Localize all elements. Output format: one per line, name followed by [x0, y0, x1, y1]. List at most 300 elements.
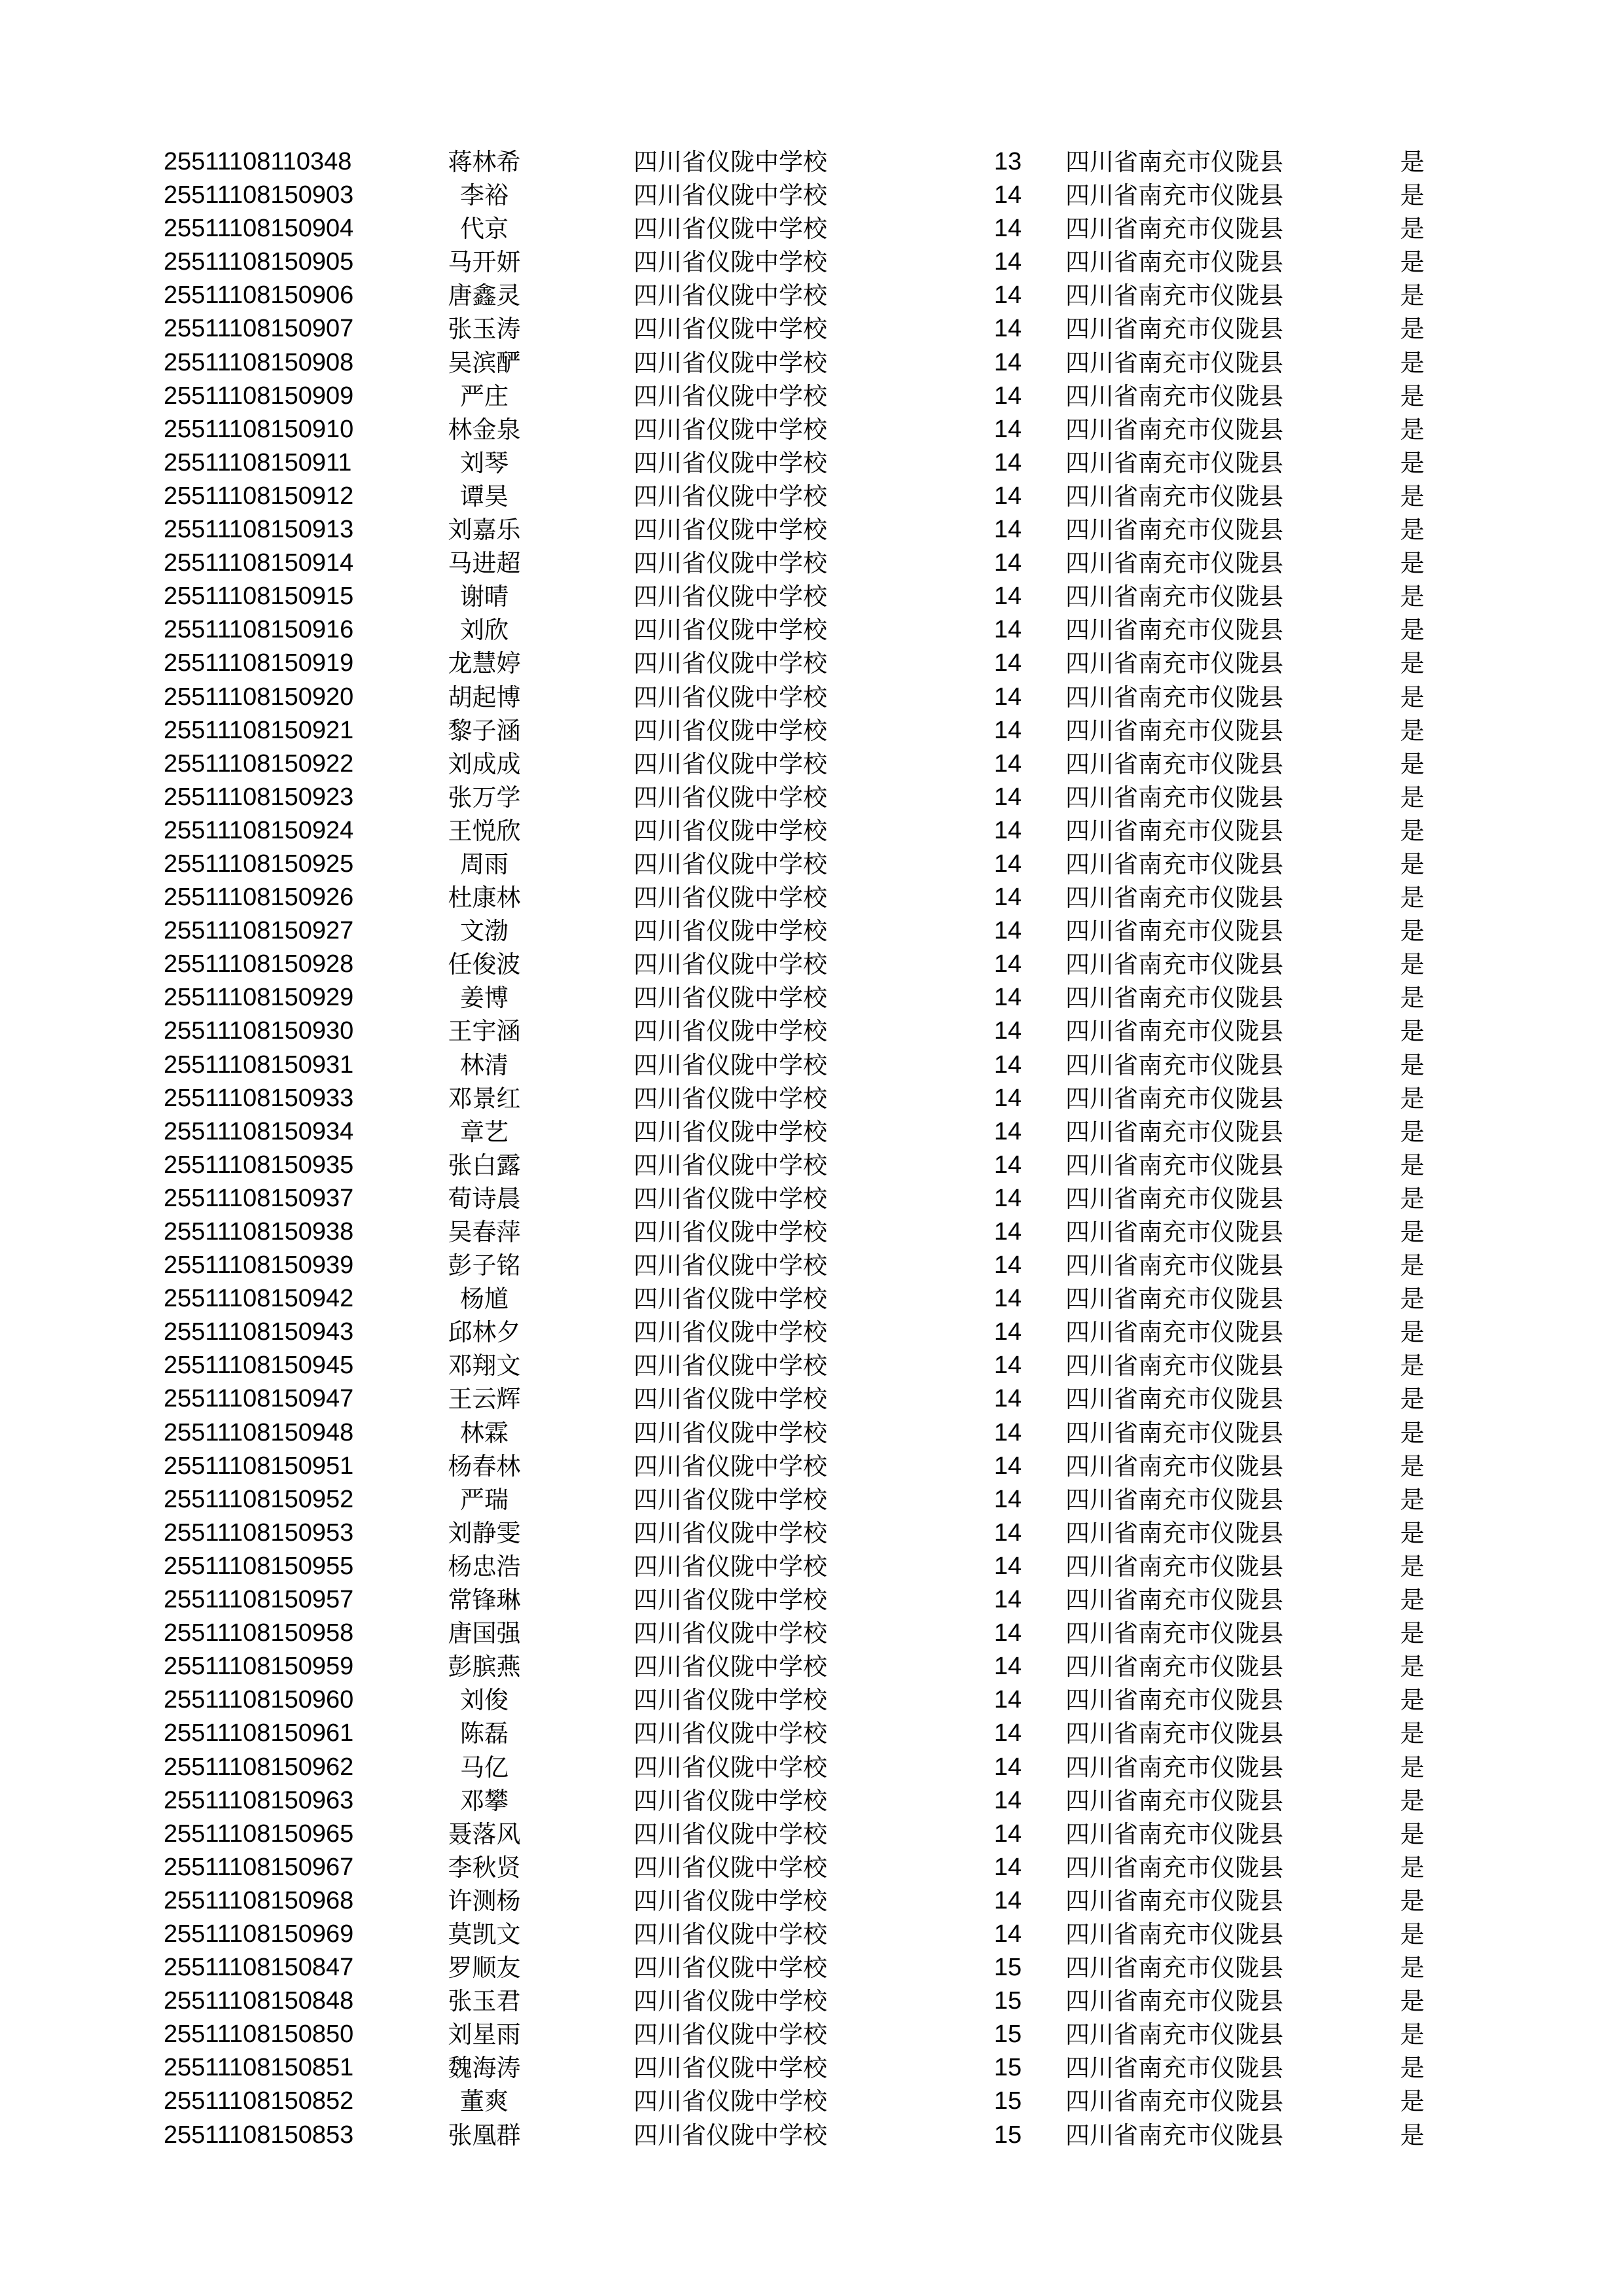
student-name-cell: 代京: [460, 215, 508, 243]
student-name-cell: 文渤: [460, 917, 508, 946]
number-cell: 14: [993, 348, 1022, 376]
flag-cell: 是: [1400, 1017, 1425, 1046]
flag-cell: 是: [1400, 1987, 1425, 2016]
student-name-cell: 章艺: [460, 1117, 508, 1146]
number-cell: 14: [993, 1719, 1022, 1748]
flag-cell: 是: [1400, 315, 1425, 344]
school-cell: 四川省仪陇中学校: [633, 1820, 827, 1848]
region-cell: 四川省南充市仪陇县: [1065, 549, 1283, 578]
flag-cell: 是: [1400, 1518, 1425, 1547]
student-name-cell: 张玉君: [448, 1987, 521, 2016]
school-cell: 四川省仪陇中学校: [633, 1352, 827, 1380]
student-name-cell: 刘嘉乐: [448, 516, 521, 545]
number-cell: 14: [993, 1285, 1022, 1313]
number-cell: 14: [993, 1653, 1022, 1681]
number-cell: 14: [993, 1151, 1022, 1179]
region-cell: 四川省南充市仪陇县: [1065, 1418, 1283, 1447]
region-cell: 四川省南充市仪陇县: [1065, 1619, 1283, 1648]
number-cell: 14: [993, 549, 1022, 577]
flag-cell: 是: [1400, 1920, 1425, 1948]
number-cell: 14: [993, 950, 1022, 978]
table-row: [164, 1918, 1446, 1951]
flag-cell: 是: [1400, 382, 1425, 410]
table-row: [164, 714, 1446, 747]
school-cell: 四川省仪陇中学校: [633, 482, 827, 511]
table-row: [164, 1282, 1446, 1316]
table-row: [164, 647, 1446, 680]
student-name-cell: 彭膑燕: [448, 1653, 521, 1681]
school-cell: 四川省仪陇中学校: [633, 1285, 827, 1314]
table-row: [164, 1884, 1446, 1918]
exam-id-cell: 25511108150942: [164, 1285, 354, 1313]
student-name-cell: 张万学: [448, 783, 521, 812]
table-row: [164, 1851, 1446, 1884]
flag-cell: 是: [1400, 2054, 1425, 2083]
flag-cell: 是: [1400, 2020, 1425, 2049]
student-name-cell: 唐国强: [448, 1619, 521, 1648]
table-row: [164, 346, 1446, 380]
number-cell: 14: [993, 1218, 1022, 1246]
number-cell: 14: [993, 616, 1022, 644]
school-cell: 四川省仪陇中学校: [633, 1050, 827, 1079]
school-cell: 四川省仪陇中学校: [633, 1084, 827, 1113]
number-cell: 14: [993, 1853, 1022, 1881]
exam-id-cell: 25511108150926: [164, 884, 354, 912]
exam-id-cell: 25511108150967: [164, 1853, 354, 1881]
flag-cell: 是: [1400, 716, 1425, 745]
region-cell: 四川省南充市仪陇县: [1065, 1017, 1283, 1046]
exam-id-cell: 25511108150910: [164, 415, 354, 443]
exam-id-cell: 25511108150958: [164, 1619, 354, 1647]
table-row: [164, 1416, 1446, 1450]
table-row: [164, 1984, 1446, 2018]
number-cell: 14: [993, 1251, 1022, 1280]
flag-cell: 是: [1400, 850, 1425, 878]
flag-cell: 是: [1400, 1184, 1425, 1213]
school-cell: 四川省仪陇中学校: [633, 1518, 827, 1547]
table-row: [164, 1617, 1446, 1650]
student-name-cell: 林金泉: [448, 415, 521, 444]
exam-id-cell: 25511108150908: [164, 348, 354, 376]
exam-id-cell: 25511108150935: [164, 1151, 354, 1179]
school-cell: 四川省仪陇中学校: [633, 1385, 827, 1414]
flag-cell: 是: [1400, 1418, 1425, 1447]
flag-cell: 是: [1400, 1753, 1425, 1782]
table-row: [164, 1215, 1446, 1249]
region-cell: 四川省南充市仪陇县: [1065, 1820, 1283, 1848]
exam-id-cell: 25511108150934: [164, 1117, 354, 1145]
table-row: [164, 1249, 1446, 1282]
school-cell: 四川省仪陇中学校: [633, 1418, 827, 1447]
table-row: [164, 613, 1446, 647]
student-name-cell: 张白露: [448, 1151, 521, 1179]
number-cell: 14: [993, 1586, 1022, 1614]
number-cell: 14: [993, 884, 1022, 912]
school-cell: 四川省仪陇中学校: [633, 816, 827, 845]
student-name-cell: 李秋贤: [448, 1853, 521, 1882]
school-cell: 四川省仪陇中学校: [633, 1753, 827, 1782]
flag-cell: 是: [1400, 248, 1425, 277]
student-name-cell: 彭子铭: [448, 1251, 521, 1280]
region-cell: 四川省南充市仪陇县: [1065, 1485, 1283, 1514]
table-row: [164, 1014, 1446, 1048]
number-cell: 14: [993, 482, 1022, 510]
table-row: [164, 1751, 1446, 1784]
number-cell: 14: [993, 382, 1022, 410]
table-row: [164, 2018, 1446, 2051]
table-row: [164, 747, 1446, 781]
student-name-cell: 吴滨酽: [448, 348, 521, 377]
exam-id-cell: 25511108150943: [164, 1318, 354, 1346]
table-row: [164, 245, 1446, 279]
school-cell: 四川省仪陇中学校: [633, 1920, 827, 1948]
number-cell: 14: [993, 1452, 1022, 1480]
region-cell: 四川省南充市仪陇县: [1065, 1987, 1283, 2016]
student-name-cell: 张玉涛: [448, 315, 521, 344]
table-row: [164, 480, 1446, 513]
flag-cell: 是: [1400, 2121, 1425, 2149]
exam-id-cell: 25511108150909: [164, 382, 354, 410]
student-name-cell: 刘静雯: [448, 1518, 521, 1547]
flag-cell: 是: [1400, 1786, 1425, 1815]
exam-id-cell: 25511108150959: [164, 1653, 354, 1681]
table-row: [164, 981, 1446, 1014]
number-cell: 14: [993, 448, 1022, 476]
region-cell: 四川省南充市仪陇县: [1065, 683, 1283, 711]
table-row: [164, 279, 1446, 312]
exam-id-cell: 25511108150847: [164, 1954, 354, 1982]
exam-id-cell: 25511108150948: [164, 1418, 354, 1446]
exam-id-cell: 25511108150957: [164, 1586, 354, 1614]
flag-cell: 是: [1400, 1552, 1425, 1581]
school-cell: 四川省仪陇中学校: [633, 1017, 827, 1046]
number-cell: 14: [993, 816, 1022, 844]
student-name-cell: 马亿: [460, 1753, 508, 1782]
school-cell: 四川省仪陇中学校: [633, 1218, 827, 1246]
exam-id-cell: 25511108150951: [164, 1452, 354, 1480]
flag-cell: 是: [1400, 1251, 1425, 1280]
student-name-cell: 杨馗: [460, 1285, 508, 1314]
school-cell: 四川省仪陇中学校: [633, 984, 827, 1013]
region-cell: 四川省南充市仪陇县: [1065, 1886, 1283, 1915]
student-name-cell: 罗顺友: [448, 1954, 521, 1982]
school-cell: 四川省仪陇中学校: [633, 1619, 827, 1648]
region-cell: 四川省南充市仪陇县: [1065, 281, 1283, 310]
number-cell: 14: [993, 649, 1022, 677]
flag-cell: 是: [1400, 2087, 1425, 2116]
region-cell: 四川省南充市仪陇县: [1065, 1552, 1283, 1581]
table-row: [164, 1450, 1446, 1483]
student-name-cell: 邱林夕: [448, 1318, 521, 1347]
region-cell: 四川省南充市仪陇县: [1065, 1117, 1283, 1146]
school-cell: 四川省仪陇中学校: [633, 1719, 827, 1748]
flag-cell: 是: [1400, 1954, 1425, 1982]
flag-cell: 是: [1400, 1820, 1425, 1848]
exam-id-cell: 25511108150939: [164, 1251, 354, 1280]
school-cell: 四川省仪陇中学校: [633, 448, 827, 477]
school-cell: 四川省仪陇中学校: [633, 616, 827, 645]
number-cell: 14: [993, 1820, 1022, 1848]
number-cell: 15: [993, 1954, 1022, 1982]
exam-id-cell: 25511108150928: [164, 950, 354, 978]
school-cell: 四川省仪陇中学校: [633, 2020, 827, 2049]
school-cell: 四川省仪陇中学校: [633, 716, 827, 745]
student-name-cell: 邓攀: [460, 1786, 508, 1815]
flag-cell: 是: [1400, 1084, 1425, 1113]
flag-cell: 是: [1400, 1853, 1425, 1882]
table-row: [164, 179, 1446, 212]
table-row: [164, 1483, 1446, 1516]
number-cell: 14: [993, 917, 1022, 945]
table-row: [164, 914, 1446, 948]
student-name-cell: 杨忠浩: [448, 1552, 521, 1581]
flag-cell: 是: [1400, 884, 1425, 912]
number-cell: 15: [993, 2054, 1022, 2082]
exam-id-cell: 25511108150962: [164, 1753, 354, 1781]
flag-cell: 是: [1400, 482, 1425, 511]
school-cell: 四川省仪陇中学校: [633, 1686, 827, 1715]
school-cell: 四川省仪陇中学校: [633, 1318, 827, 1347]
student-name-cell: 林霖: [460, 1418, 508, 1447]
exam-id-cell: 25511108150938: [164, 1218, 354, 1246]
region-cell: 四川省南充市仪陇县: [1065, 1853, 1283, 1882]
region-cell: 四川省南充市仪陇县: [1065, 1151, 1283, 1179]
school-cell: 四川省仪陇中学校: [633, 850, 827, 878]
student-name-cell: 聂落风: [448, 1820, 521, 1848]
flag-cell: 是: [1400, 148, 1425, 176]
school-cell: 四川省仪陇中学校: [633, 2121, 827, 2149]
region-cell: 四川省南充市仪陇县: [1065, 850, 1283, 878]
school-cell: 四川省仪陇中学校: [633, 348, 827, 377]
exam-id-cell: 25511108150916: [164, 616, 354, 644]
school-cell: 四川省仪陇中学校: [633, 683, 827, 711]
flag-cell: 是: [1400, 549, 1425, 578]
flag-cell: 是: [1400, 950, 1425, 979]
number-cell: 14: [993, 1084, 1022, 1112]
roster-table: [164, 145, 1446, 2152]
exam-id-cell: 25511108150911: [164, 448, 352, 476]
student-name-cell: 刘俊: [460, 1686, 508, 1715]
student-name-cell: 刘成成: [448, 749, 521, 778]
school-cell: 四川省仪陇中学校: [633, 1251, 827, 1280]
student-name-cell: 常锋琳: [448, 1586, 521, 1615]
school-cell: 四川省仪陇中学校: [633, 148, 827, 176]
student-name-cell: 胡起博: [448, 683, 521, 711]
table-row: [164, 1717, 1446, 1750]
student-name-cell: 邓景红: [448, 1084, 521, 1113]
school-cell: 四川省仪陇中学校: [633, 382, 827, 410]
school-cell: 四川省仪陇中学校: [633, 549, 827, 578]
flag-cell: 是: [1400, 215, 1425, 243]
school-cell: 四川省仪陇中学校: [633, 1886, 827, 1915]
region-cell: 四川省南充市仪陇县: [1065, 1285, 1283, 1314]
flag-cell: 是: [1400, 1719, 1425, 1748]
region-cell: 四川省南充市仪陇县: [1065, 1586, 1283, 1615]
table-row: [164, 1516, 1446, 1550]
exam-id-cell: 25511108150929: [164, 984, 354, 1012]
region-cell: 四川省南充市仪陇县: [1065, 181, 1283, 210]
exam-id-cell: 25511108150965: [164, 1820, 354, 1848]
region-cell: 四川省南充市仪陇县: [1065, 917, 1283, 946]
exam-id-cell: 25511108150850: [164, 2020, 354, 2049]
student-name-cell: 林清: [460, 1050, 508, 1079]
region-cell: 四川省南充市仪陇县: [1065, 884, 1283, 912]
school-cell: 四川省仪陇中学校: [633, 1452, 827, 1480]
flag-cell: 是: [1400, 783, 1425, 812]
number-cell: 14: [993, 1753, 1022, 1781]
exam-id-cell: 25511108150851: [164, 2054, 354, 2082]
number-cell: 14: [993, 1117, 1022, 1145]
flag-cell: 是: [1400, 1586, 1425, 1615]
student-name-cell: 张凰群: [448, 2121, 521, 2149]
region-cell: 四川省南充市仪陇县: [1065, 1251, 1283, 1280]
school-cell: 四川省仪陇中学校: [633, 1786, 827, 1815]
region-cell: 四川省南充市仪陇县: [1065, 1954, 1283, 1982]
region-cell: 四川省南充市仪陇县: [1065, 1653, 1283, 1681]
table-row: [164, 145, 1446, 179]
flag-cell: 是: [1400, 181, 1425, 210]
exam-id-cell: 25511108150925: [164, 850, 354, 878]
table-row: [164, 2085, 1446, 2118]
number-cell: 15: [993, 2087, 1022, 2115]
number-cell: 14: [993, 516, 1022, 544]
flag-cell: 是: [1400, 984, 1425, 1013]
table-row: [164, 2051, 1446, 2085]
number-cell: 15: [993, 1987, 1022, 2015]
student-name-cell: 姜博: [460, 984, 508, 1013]
number-cell: 14: [993, 583, 1022, 611]
student-name-cell: 蒋林希: [448, 148, 521, 176]
exam-id-cell: 25511108150968: [164, 1886, 354, 1914]
student-name-cell: 唐鑫灵: [448, 281, 521, 310]
school-cell: 四川省仪陇中学校: [633, 1485, 827, 1514]
number-cell: 14: [993, 749, 1022, 778]
region-cell: 四川省南充市仪陇县: [1065, 1753, 1283, 1782]
region-cell: 四川省南充市仪陇县: [1065, 2121, 1283, 2149]
school-cell: 四川省仪陇中学校: [633, 649, 827, 678]
student-name-cell: 马进超: [448, 549, 521, 578]
school-cell: 四川省仪陇中学校: [633, 1954, 827, 1982]
student-name-cell: 刘欣: [460, 616, 508, 645]
region-cell: 四川省南充市仪陇县: [1065, 1050, 1283, 1079]
school-cell: 四川省仪陇中学校: [633, 1184, 827, 1213]
flag-cell: 是: [1400, 816, 1425, 845]
flag-cell: 是: [1400, 917, 1425, 946]
student-name-cell: 莫凯文: [448, 1920, 521, 1948]
exam-id-cell: 25511108150923: [164, 783, 354, 811]
flag-cell: 是: [1400, 1653, 1425, 1681]
region-cell: 四川省南充市仪陇县: [1065, 148, 1283, 176]
table-row: [164, 681, 1446, 714]
number-cell: 14: [993, 1352, 1022, 1380]
table-row: [164, 1951, 1446, 1984]
student-name-cell: 周雨: [460, 850, 508, 878]
region-cell: 四川省南充市仪陇县: [1065, 448, 1283, 477]
student-name-cell: 许测杨: [448, 1886, 521, 1915]
flag-cell: 是: [1400, 1385, 1425, 1414]
school-cell: 四川省仪陇中学校: [633, 1653, 827, 1681]
table-row: [164, 1583, 1446, 1617]
number-cell: 14: [993, 181, 1022, 209]
number-cell: 14: [993, 1418, 1022, 1446]
exam-id-cell: 25511108150933: [164, 1084, 354, 1112]
number-cell: 14: [993, 1552, 1022, 1580]
table-row: [164, 948, 1446, 981]
flag-cell: 是: [1400, 649, 1425, 678]
school-cell: 四川省仪陇中学校: [633, 884, 827, 912]
table-row: [164, 580, 1446, 613]
exam-id-cell: 25511108150919: [164, 649, 354, 677]
table-row: [164, 781, 1446, 814]
region-cell: 四川省南充市仪陇县: [1065, 749, 1283, 778]
student-name-cell: 荀诗晨: [448, 1184, 521, 1213]
flag-cell: 是: [1400, 1452, 1425, 1480]
student-name-cell: 魏海涛: [448, 2054, 521, 2083]
region-cell: 四川省南充市仪陇县: [1065, 1786, 1283, 1815]
flag-cell: 是: [1400, 281, 1425, 310]
number-cell: 14: [993, 248, 1022, 276]
region-cell: 四川省南充市仪陇县: [1065, 1518, 1283, 1547]
number-cell: 14: [993, 1017, 1022, 1045]
student-name-cell: 杜康林: [448, 884, 521, 912]
table-row: [164, 1349, 1446, 1382]
school-cell: 四川省仪陇中学校: [633, 315, 827, 344]
exam-id-cell: 25511108150931: [164, 1050, 354, 1079]
exam-id-cell: 25511108150947: [164, 1385, 354, 1413]
exam-id-cell: 25511108150955: [164, 1552, 354, 1580]
table-row: [164, 413, 1446, 446]
exam-id-cell: 25511108150848: [164, 1987, 354, 2015]
school-cell: 四川省仪陇中学校: [633, 749, 827, 778]
exam-id-cell: 25511108150969: [164, 1920, 354, 1948]
student-name-cell: 黎子涵: [448, 716, 521, 745]
region-cell: 四川省南充市仪陇县: [1065, 1318, 1283, 1347]
table-row: [164, 1049, 1446, 1082]
region-cell: 四川省南充市仪陇县: [1065, 516, 1283, 545]
school-cell: 四川省仪陇中学校: [633, 1853, 827, 1882]
number-cell: 13: [993, 148, 1022, 175]
student-name-cell: 王云辉: [448, 1385, 521, 1414]
exam-id-cell: 25511108150912: [164, 482, 354, 510]
region-cell: 四川省南充市仪陇县: [1065, 215, 1283, 243]
flag-cell: 是: [1400, 1151, 1425, 1179]
table-row: [164, 1182, 1446, 1215]
region-cell: 四川省南充市仪陇县: [1065, 1385, 1283, 1414]
flag-cell: 是: [1400, 683, 1425, 711]
flag-cell: 是: [1400, 1218, 1425, 1246]
table-row: [164, 1115, 1446, 1149]
number-cell: 14: [993, 1518, 1022, 1547]
region-cell: 四川省南充市仪陇县: [1065, 616, 1283, 645]
region-cell: 四川省南充市仪陇县: [1065, 1686, 1283, 1715]
exam-id-cell: 25511108150853: [164, 2121, 354, 2149]
number-cell: 14: [993, 984, 1022, 1012]
region-cell: 四川省南充市仪陇县: [1065, 1352, 1283, 1380]
number-cell: 14: [993, 1485, 1022, 1513]
number-cell: 15: [993, 2121, 1022, 2149]
exam-id-cell: 25511108150937: [164, 1184, 354, 1212]
region-cell: 四川省南充市仪陇县: [1065, 984, 1283, 1013]
exam-id-cell: 25511108150921: [164, 716, 354, 744]
table-row: [164, 848, 1446, 881]
table-row: [164, 1683, 1446, 1717]
student-name-cell: 陈磊: [460, 1719, 508, 1748]
flag-cell: 是: [1400, 348, 1425, 377]
number-cell: 14: [993, 1184, 1022, 1212]
table-row: [164, 1784, 1446, 1818]
number-cell: 14: [993, 1385, 1022, 1413]
table-row: [164, 881, 1446, 914]
